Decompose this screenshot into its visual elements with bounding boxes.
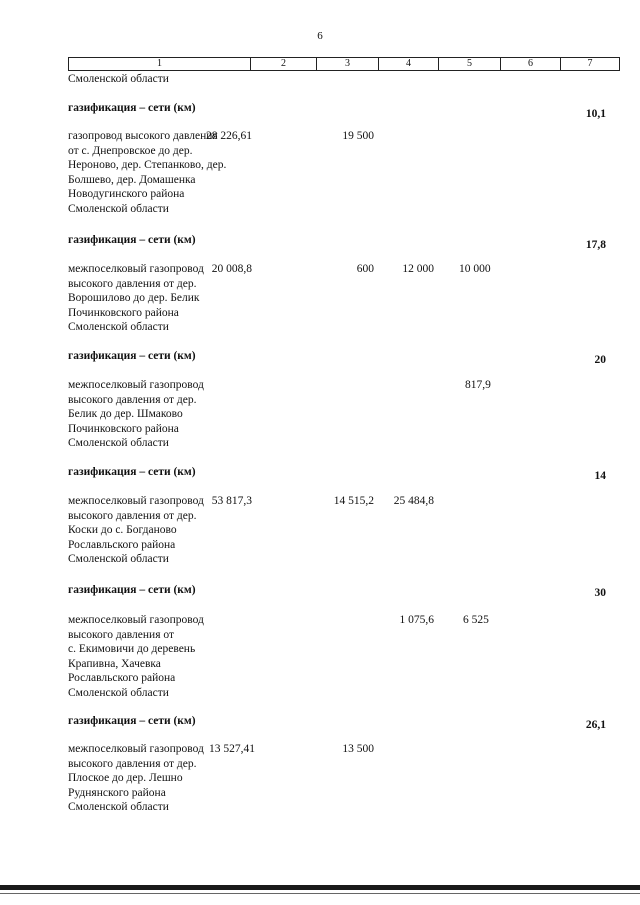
value-col-5: 10 000 — [459, 263, 491, 275]
value-col-2: 20 008,8 — [211, 263, 252, 275]
column-header-6: 6 — [501, 58, 561, 70]
section-heading: газификация – сети (км) — [68, 584, 196, 596]
page-number: 6 — [317, 30, 323, 42]
column-header-5: 5 — [439, 58, 501, 70]
value-col-4: 25 484,8 — [393, 495, 434, 507]
continuation-text: Смоленской области — [68, 73, 169, 85]
section-heading: газификация – сети (км) — [68, 350, 196, 362]
project-description: межпоселковый газопровод высокого давления от дер. Белик до дер. Шмаково Починковского района Смоленской области — [68, 379, 204, 449]
section-total: 10,1 — [585, 108, 606, 120]
column-header-7: 7 — [587, 58, 593, 69]
value-col-5: 6 525 — [463, 614, 489, 626]
column-header-row — [68, 57, 620, 71]
section-total: 26,1 — [585, 719, 606, 731]
project-description: межпоселковый газопровод высокого давления от дер. Коски до с. Богданово Рославльского района Смоленской области — [68, 495, 204, 565]
value-col-4: 12 000 — [402, 263, 434, 275]
section-total: 17,8 — [585, 239, 606, 251]
value-col-3: 14 515,2 — [333, 495, 374, 507]
value-col-3: 13 500 — [342, 743, 374, 755]
scan-edge-line — [0, 893, 640, 894]
value-col-2: 13 527,41 — [209, 743, 255, 755]
value-col-2: 28 226,61 — [206, 130, 252, 142]
column-header-3: 3 — [317, 58, 379, 70]
value-col-2: 53 817,3 — [211, 495, 252, 507]
value-col-4: 1 075,6 — [399, 614, 434, 626]
section-total: 20 — [594, 354, 606, 366]
section-total: 14 — [594, 470, 606, 482]
scan-edge-bar — [0, 885, 640, 890]
section-heading: газификация – сети (км) — [68, 466, 196, 478]
project-description: межпоселковый газопровод высокого давления от дер. Ворошилово до дер. Белик Починковского района Смоленской области — [68, 263, 204, 333]
column-header-1: 1 — [69, 58, 251, 70]
project-description: межпоселковый газопровод высокого давления от дер. Плоское до дер. Лешно Руднянского района Смоленской области — [68, 743, 204, 813]
section-heading: газификация – сети (км) — [68, 715, 196, 727]
project-description: межпоселковый газопровод высокого давления от с. Екимовичи до деревень Крапивна, Хачевка Рославльского района Смоленской области — [68, 614, 204, 699]
section-heading: газификация – сети (км) — [68, 102, 196, 114]
project-description: газопровод высокого давления от с. Днепровское до дер. Нероново, дер. Степанково, дер. Болшево, дер. Домашенка Новодугинского района Смоленской области — [68, 130, 227, 215]
section-heading: газификация – сети (км) — [68, 234, 196, 246]
value-col-3: 600 — [356, 263, 374, 275]
section-total: 30 — [594, 587, 606, 599]
column-header-2: 2 — [251, 58, 317, 70]
value-col-3: 19 500 — [342, 130, 374, 142]
value-col-5: 817,9 — [465, 379, 491, 391]
column-header-4: 4 — [379, 58, 439, 70]
